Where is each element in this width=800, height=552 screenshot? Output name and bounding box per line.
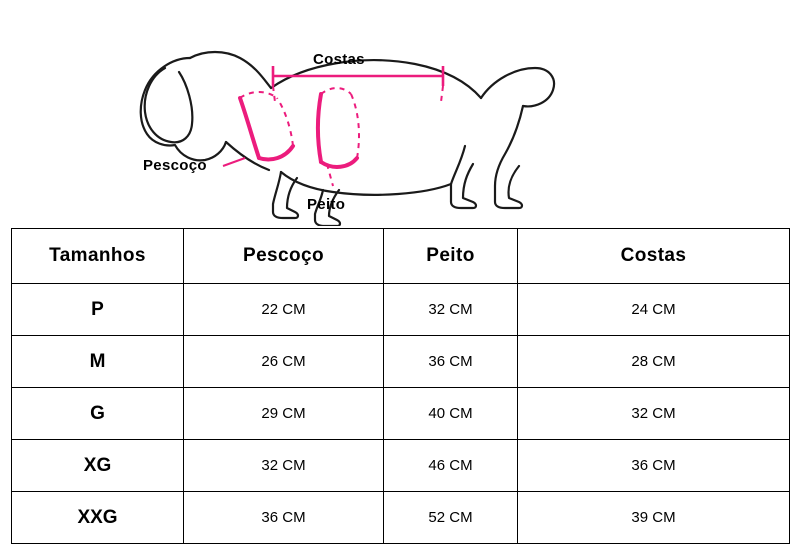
cell-pescoco: 29 CM: [184, 388, 384, 440]
cell-costas: 39 CM: [518, 492, 790, 544]
costas-measure-line: [273, 66, 443, 86]
cell-peito: 52 CM: [384, 492, 518, 544]
column-header-peito: Peito: [384, 229, 518, 284]
cell-pescoco: 36 CM: [184, 492, 384, 544]
costas-guide-dashes: [273, 86, 443, 102]
table-row: [12, 336, 790, 388]
cell-size: XXG: [12, 492, 184, 544]
size-table: [11, 228, 790, 544]
cell-peito: 32 CM: [384, 284, 518, 336]
dog-illustration: [95, 6, 655, 226]
cell-costas: 36 CM: [518, 440, 790, 492]
column-header-tamanhos: Tamanhos: [12, 229, 184, 284]
table-row: [12, 284, 790, 336]
table-row: [12, 492, 790, 544]
cell-size: M: [12, 336, 184, 388]
cell-pescoco: 32 CM: [184, 440, 384, 492]
diagram-label-peito: Peito: [307, 196, 346, 213]
cell-costas: 24 CM: [518, 284, 790, 336]
column-header-costas: Costas: [518, 229, 790, 284]
table-header-row: [12, 229, 790, 284]
cell-size: P: [12, 284, 184, 336]
cell-size: XG: [12, 440, 184, 492]
dog-measurement-diagram: [0, 0, 800, 228]
cell-costas: 32 CM: [518, 388, 790, 440]
cell-pescoco: 22 CM: [184, 284, 384, 336]
peito-measure-band: [318, 88, 359, 186]
pescoco-measure-band: [240, 92, 293, 160]
cell-size: G: [12, 388, 184, 440]
cell-peito: 40 CM: [384, 388, 518, 440]
cell-peito: 46 CM: [384, 440, 518, 492]
diagram-label-pescoco: Pescoço: [143, 157, 207, 174]
table-row: [12, 440, 790, 492]
table-row: [12, 388, 790, 440]
cell-costas: 28 CM: [518, 336, 790, 388]
cell-peito: 36 CM: [384, 336, 518, 388]
column-header-pescoco: Pescoço: [184, 229, 384, 284]
diagram-label-costas: Costas: [313, 51, 365, 68]
cell-pescoco: 26 CM: [184, 336, 384, 388]
pescoco-leader: [223, 158, 245, 166]
